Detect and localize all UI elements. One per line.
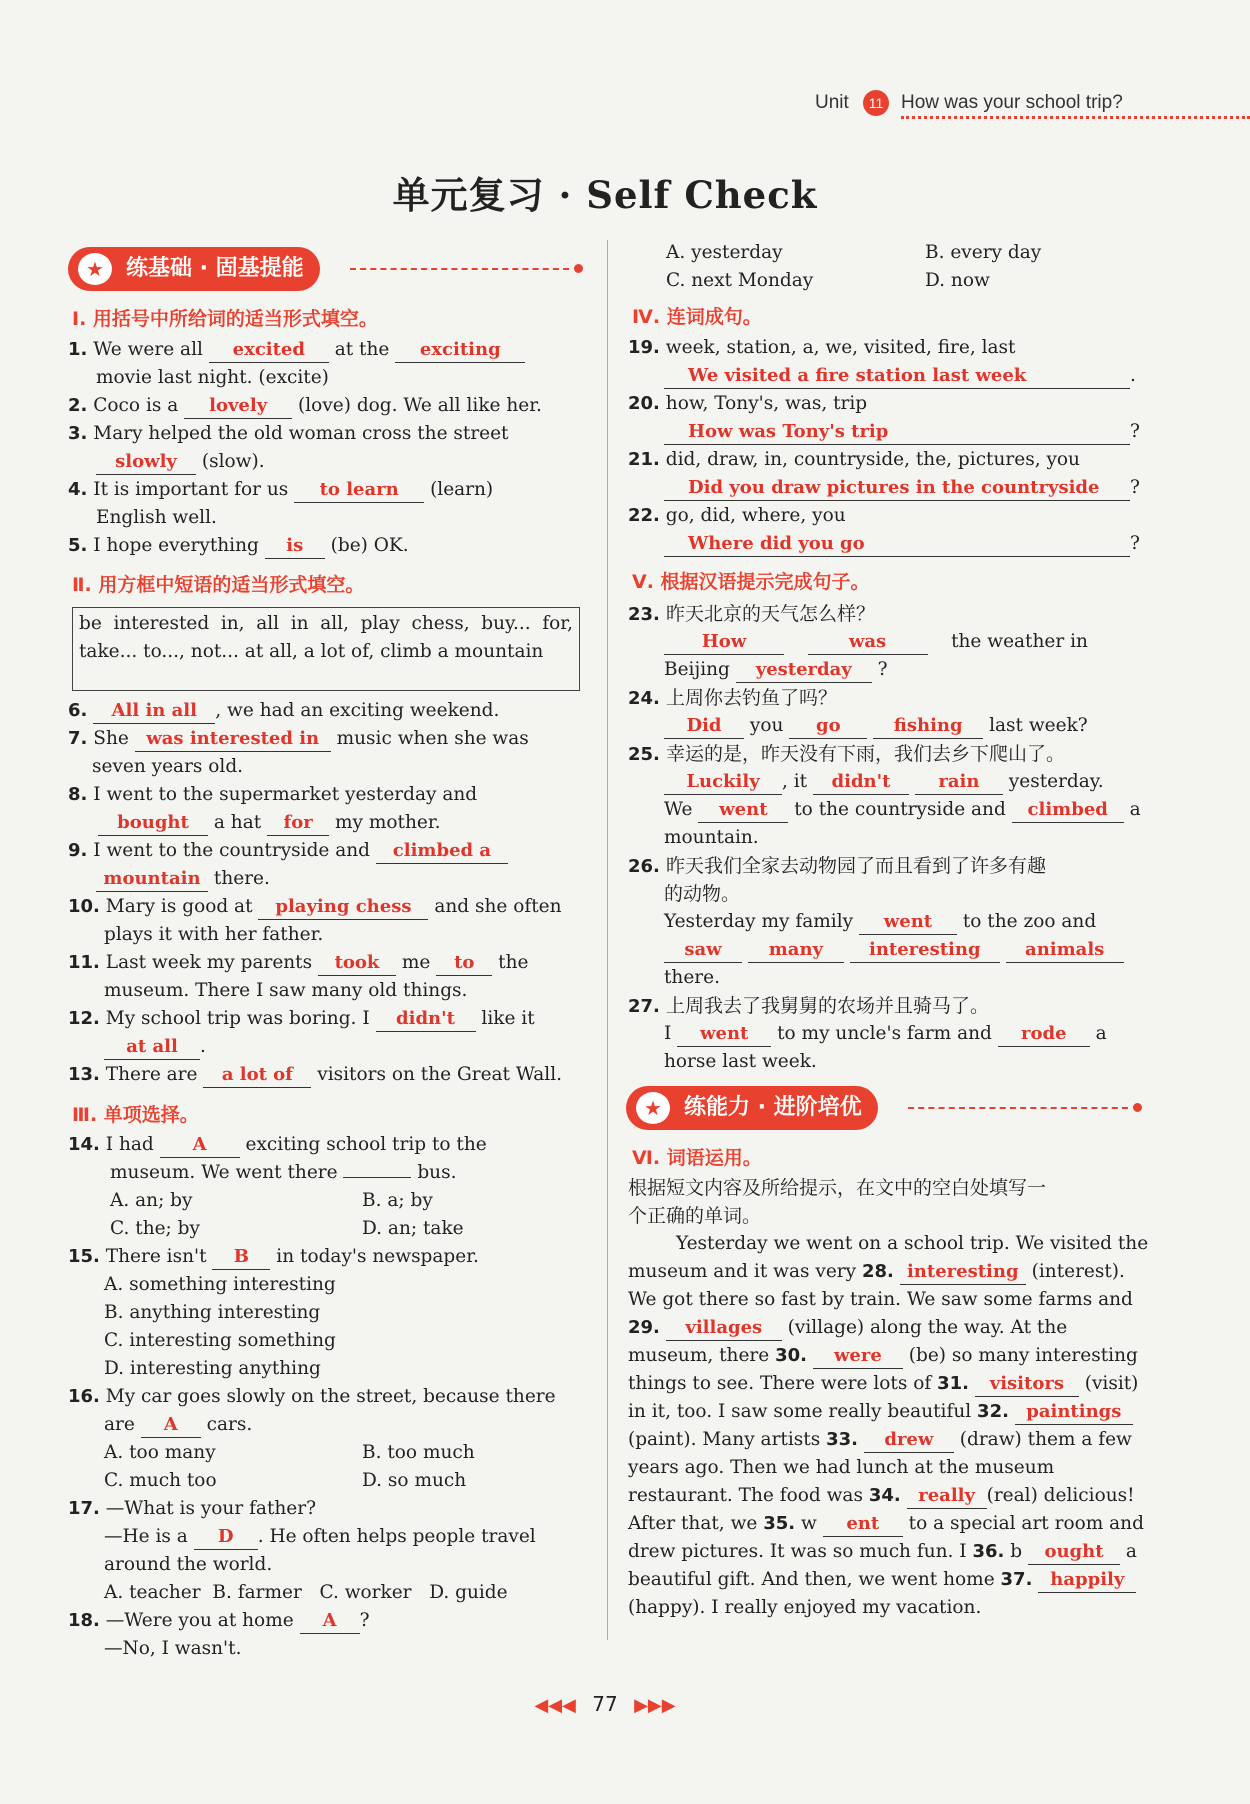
q7-line2: seven years old. — [92, 756, 244, 777]
section-3-heading: Ⅲ. 单项选择。 — [72, 1104, 199, 1126]
section-4-heading: Ⅳ. 连词成句。 — [632, 306, 762, 328]
banner-dashed-line — [908, 1107, 1128, 1109]
q14-option-c: C. the; by — [110, 1218, 200, 1239]
q4-line1: 4. It is important for us to learn (learn) — [68, 476, 493, 504]
q16-line1: 16. My car goes slowly on the street, because there — [68, 1386, 556, 1407]
runner-icon: ★ — [636, 1092, 670, 1124]
section-2-heading: Ⅱ. 用方框中短语的适当形式填空。 — [72, 574, 365, 596]
q10-line2: plays it with her father. — [104, 924, 324, 945]
q12-line1: 12. My school trip was boring. I didn't like it — [68, 1005, 535, 1033]
banner-advanced — [626, 1086, 1142, 1130]
q15-line1: 15. There isn't B in today's newspaper. — [68, 1243, 479, 1271]
header-dotted-line — [901, 116, 1250, 119]
q20-answer: How was Tony's trip ? — [664, 418, 1140, 446]
q23-chinese: 23. 昨天北京的天气怎么样？ — [628, 603, 875, 625]
q14-line2: museum. We went there bus. — [110, 1162, 457, 1183]
unit-title: How was your school trip? — [901, 92, 1123, 113]
previous-arrows-icon: ◀◀◀ — [534, 1695, 576, 1716]
passage-line-9: years ago. Then we had lunch at the museum — [628, 1457, 1055, 1478]
q18-line1: 18. —Were you at home A ? — [68, 1607, 370, 1635]
passage-line-10: restaurant. The food was 34. really (real) delicious! — [628, 1482, 1135, 1510]
banner-dashed-line — [350, 268, 569, 270]
q17-line3: around the world. — [104, 1554, 273, 1575]
passage-line-12: drew pictures. It was so much fun. I 36. b ought a — [628, 1538, 1137, 1566]
passage-line-2: museum and it was very 28. interesting (interest). — [628, 1258, 1125, 1286]
q14-line1: 14. I had A exciting school trip to the — [68, 1131, 487, 1159]
passage-line-8: (paint). Many artists 33. drew (draw) them a few — [628, 1426, 1132, 1454]
q1-line2: movie last night. (excite) — [96, 367, 329, 388]
q25-line2: We went to the countryside and climbed a — [664, 796, 1141, 824]
q7-line1: 7. She was interested in music when she was — [68, 725, 529, 753]
banner-dot — [1133, 1103, 1142, 1112]
q4-line2: English well. — [96, 507, 217, 528]
q26-line1: Yesterday my family went to the zoo and — [664, 908, 1096, 936]
q14-option-b: B. a; by — [362, 1190, 433, 1211]
banner-advanced-label: 练能力 · 进阶培优 — [626, 1086, 878, 1130]
q2: 2. Coco is a lovely (love) dog. We all like her. — [68, 392, 542, 420]
passage-line-7: in it, too. I saw some really beautiful 32. paintings — [628, 1398, 1133, 1426]
section-1-heading: Ⅰ. 用括号中所给词的适当形式填空。 — [72, 308, 378, 330]
q25-line3: mountain. — [664, 827, 759, 848]
q19-answer: We visited a fire station last week . — [664, 362, 1136, 390]
unit-number-badge: 11 — [863, 90, 889, 116]
q13: 13. There are a lot of visitors on the Great Wall. — [68, 1061, 562, 1089]
q8-line1: 8. I went to the supermarket yesterday and — [68, 784, 478, 805]
passage-line-5: museum, there 30. were (be) so many interesting — [628, 1342, 1138, 1370]
runner-icon: ★ — [78, 253, 112, 285]
page-footer — [0, 1692, 1210, 1716]
passage-line-13: beautiful gift. And then, we went home 37. happily — [628, 1566, 1136, 1594]
q19-words: 19. week, station, a, we, visited, fire, last — [628, 337, 1016, 358]
q18-line2: —No, I wasn't. — [104, 1638, 242, 1659]
p6-instruction-1: 根据短文内容及所给提示，在文中的空白处填写一 — [628, 1177, 1047, 1199]
q14-option-d: D. an; take — [362, 1218, 464, 1239]
section-6-heading: Ⅵ. 词语运用。 — [632, 1147, 762, 1169]
q1-line1: 1. We were all excited at the exciting — [68, 336, 525, 364]
q22-answer: Where did you go ? — [664, 530, 1140, 558]
q8-line2: bought a hat for my mother. — [98, 809, 441, 837]
q15-option-b: B. anything interesting — [104, 1302, 321, 1323]
passage-line-1: Yesterday we went on a school trip. We visited the — [676, 1233, 1149, 1254]
q26-chinese-2: 的动物。 — [664, 883, 741, 905]
q3-line1: 3. Mary helped the old woman cross the street — [68, 423, 509, 444]
q23-line1: How was the weather in — [664, 628, 1088, 656]
q16-option-c: C. much too — [104, 1470, 217, 1491]
q3-line2: slowly (slow). — [96, 448, 265, 476]
q24-line: Did you go fishing last week? — [664, 712, 1088, 740]
passage-line-6: things to see. There were lots of 31. visitors (visit) — [628, 1370, 1138, 1398]
q20-words: 20. how, Tony's, was, trip — [628, 393, 868, 414]
q25-line1: Luckily , it didn't rain yesterday. — [664, 768, 1104, 796]
q26-line3: there. — [664, 967, 720, 988]
q6: 6. All in all , we had an exciting weekend. — [68, 697, 499, 725]
banner-dot — [574, 264, 583, 273]
q21-answer: Did you draw pictures in the countryside ? — [664, 474, 1140, 502]
q16-option-a: A. too many — [104, 1442, 216, 1463]
page-header — [815, 90, 1250, 120]
q27-line2: horse last week. — [664, 1051, 817, 1072]
q16-line2: are A cars. — [104, 1411, 252, 1439]
q27-line1: I went to my uncle's farm and rode a — [664, 1020, 1107, 1048]
page-number: 77 — [592, 1692, 618, 1716]
column-divider — [607, 240, 608, 1640]
q10-line1: 10. Mary is good at playing chess and she often — [68, 893, 562, 921]
q25-chinese: 25. 幸运的是，昨天没有下雨，我们去乡下爬山了。 — [628, 743, 1065, 765]
q17-options: A. teacher B. farmer C. worker D. guide — [104, 1582, 508, 1603]
passage-line-4: 29. villages (village) along the way. At the — [628, 1314, 1067, 1342]
q17-line2: —He is a D . He often helps people travel — [104, 1523, 536, 1551]
q11-line2: museum. There I saw many old things. — [104, 980, 468, 1001]
q18-option-c: C. next Monday — [666, 270, 814, 291]
q18-option-b: B. every day — [925, 242, 1042, 263]
q15-option-a: A. something interesting — [104, 1274, 336, 1295]
page-title: 单元复习 · Self Check — [392, 173, 818, 217]
q21-words: 21. did, draw, in, countryside, the, pictures, you — [628, 449, 1080, 470]
q18-option-d: D. now — [925, 270, 990, 291]
q22-words: 22. go, did, where, you — [628, 505, 846, 526]
q17-line1: 17. —What is your father? — [68, 1498, 317, 1519]
next-arrows-icon: ▶▶▶ — [634, 1695, 676, 1716]
q26-chinese-1: 26. 昨天我们全家去动物园了而且看到了许多有趣 — [628, 855, 1046, 877]
q14-option-a: A. an; by — [110, 1190, 193, 1211]
passage-line-14: (happy). I really enjoyed my vacation. — [628, 1597, 982, 1618]
passage-line-11: After that, we 35. w ent to a special art room and — [628, 1510, 1144, 1538]
q15-option-c: C. interesting something — [104, 1330, 336, 1351]
q12-line2: at all . — [104, 1033, 206, 1061]
q23-line2: Beijing yesterday ? — [664, 656, 888, 684]
q16-option-d: D. so much — [362, 1470, 467, 1491]
p6-instruction-2: 个正确的单词。 — [628, 1205, 762, 1227]
q18-option-a: A. yesterday — [666, 242, 783, 263]
q15-option-d: D. interesting anything — [104, 1358, 321, 1379]
q9-line1: 9. I went to the countryside and climbed a — [68, 837, 508, 865]
q5: 5. I hope everything is (be) OK. — [68, 532, 409, 560]
banner-basic — [68, 247, 583, 291]
section-5-heading: Ⅴ. 根据汉语提示完成句子。 — [632, 571, 870, 593]
q9-line2: mountain there. — [96, 865, 270, 893]
q11-line1: 11. Last week my parents took me to the — [68, 949, 528, 977]
passage-line-3: We got there so fast by train. We saw some farms and — [628, 1289, 1133, 1310]
q16-option-b: B. too much — [362, 1442, 475, 1463]
banner-basic-label: 练基础 · 固基提能 — [68, 247, 320, 291]
unit-label: Unit — [815, 92, 849, 113]
q27-chinese: 27. 上周我去了我舅舅的农场并且骑马了。 — [628, 995, 989, 1017]
phrase-box: be interested in, all in all, play chess, buy... for, take... to..., not... at all, a lot of, climb a mountain — [72, 607, 580, 691]
q26-line2: saw many interesting animals — [664, 936, 1124, 964]
q24-chinese: 24. 上周你去钓鱼了吗？ — [628, 687, 837, 709]
